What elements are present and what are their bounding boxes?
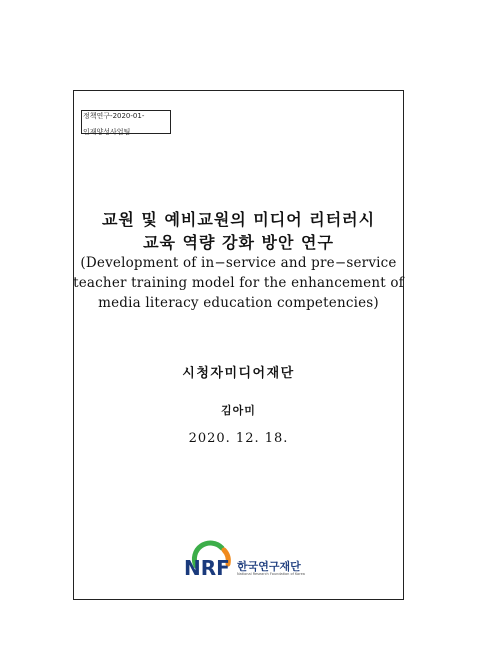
report-code-line1: 정책연구-2020-01- [83,112,145,120]
nrf-logo-subtitle: National Research Foundation of Korea [237,572,305,576]
report-date: 2020. 12. 18. [188,431,289,446]
title-english-line3: media literacy education competencies) [98,295,379,311]
nrf-logo-name: 한국연구재단 [237,560,301,573]
report-code-line2: 인재양성사업팀 [83,128,131,136]
title-korean-line1: 교원 및 예비교원의 미디어 리터러시 [101,210,376,229]
title-korean-line2: 교육 역량 강화 방안 연구 [143,233,334,252]
title-english-line1: (Development of in−service and pre−service [80,255,397,271]
author-name: 김아미 [221,404,256,417]
organization-name: 시청자미디어재단 [182,366,295,381]
title-english-line2: teacher training model for the enhancement of [73,275,404,291]
cover-border [73,90,404,600]
nrf-logo-text: NRF [184,556,230,580]
